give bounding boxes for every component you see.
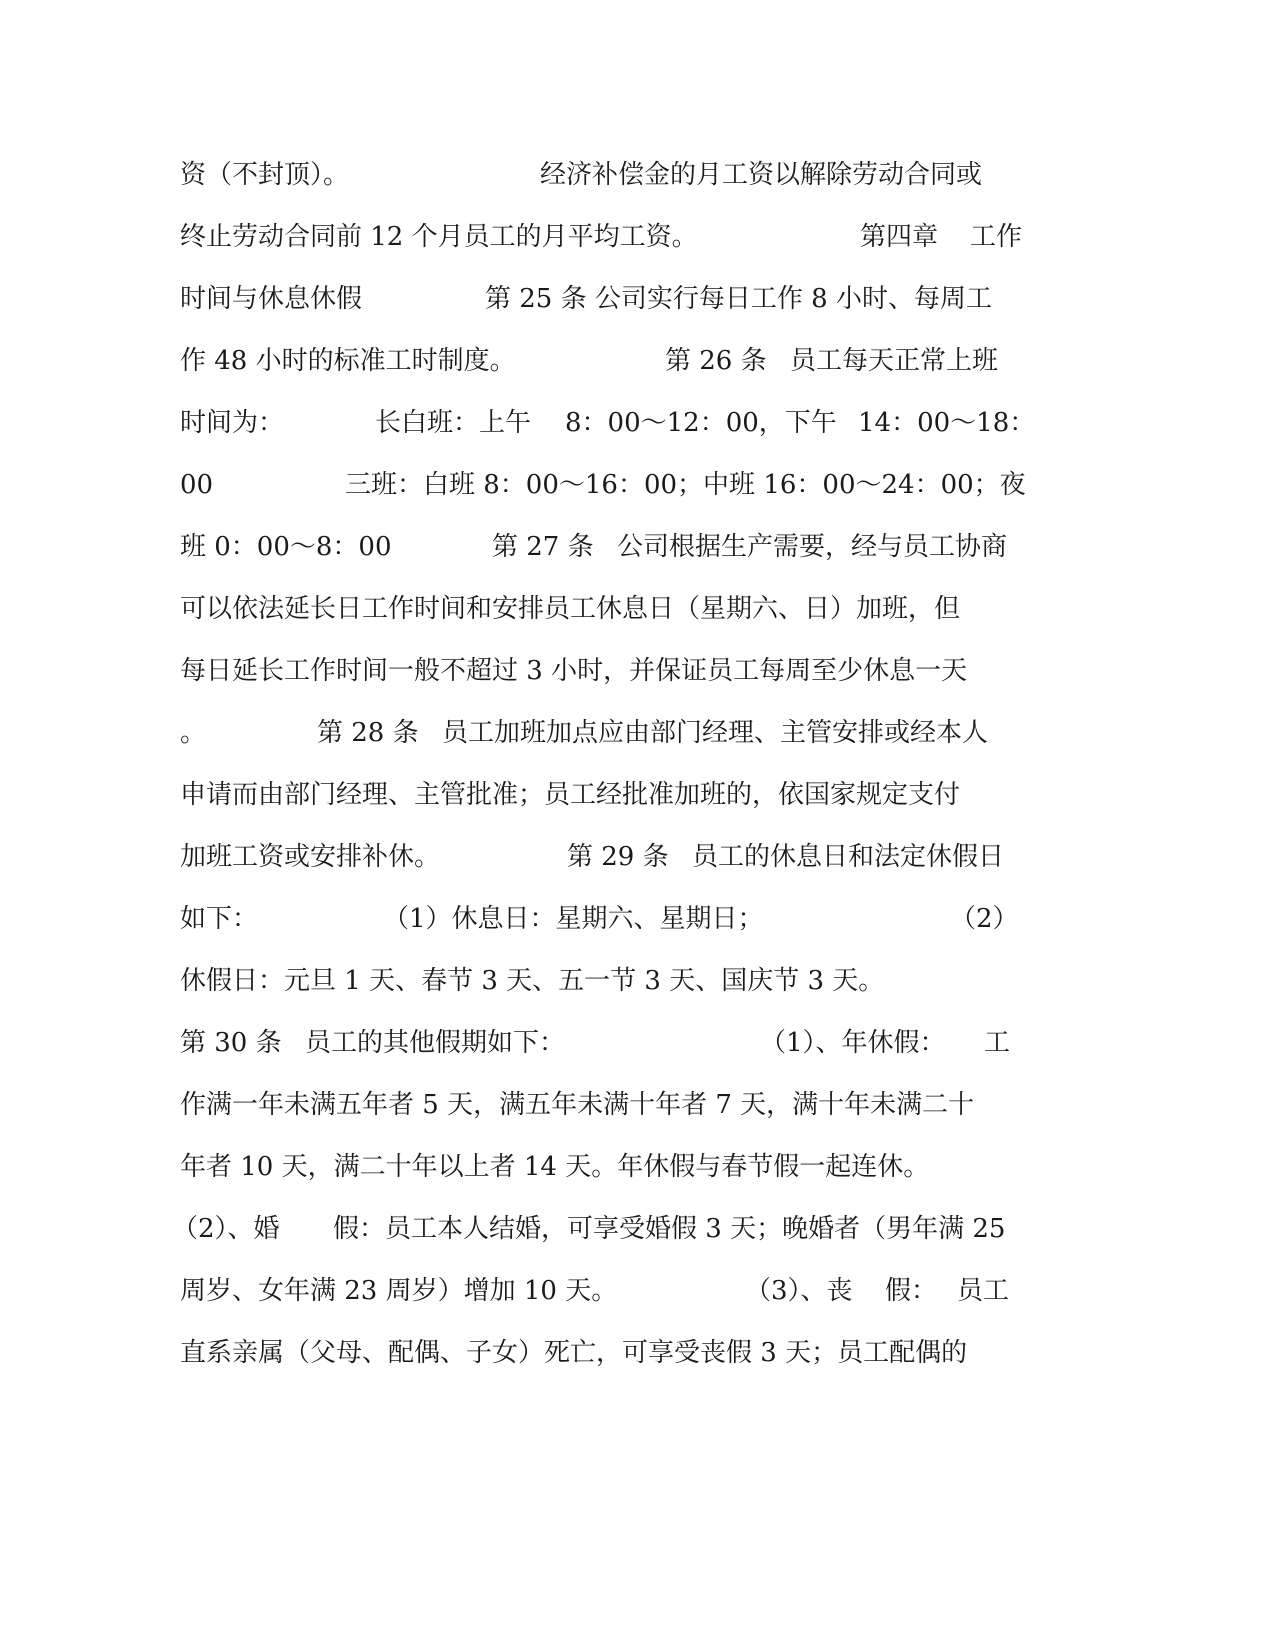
text-line-8 [180,589,1040,629]
text-line-13 [180,899,1040,939]
text-segment: 经济补偿金的月工资以解除劳动合同或 [540,160,983,190]
text-line-5 [180,403,1040,443]
text-line-14 [180,961,1040,1001]
text-segment: （3）、丧 [745,1276,853,1306]
text-segment: （1）休息日：星期六、星期日； [383,904,764,934]
text-line-4 [180,341,1040,381]
text-line-20 [180,1333,1040,1373]
text-line-7 [180,527,1040,567]
text-line-19 [180,1271,1040,1311]
text-segment: 假： [885,1276,938,1306]
text-segment: 作 48 小时的标准工时制度。 [180,346,516,376]
text-segment: （2）、婚 [172,1214,280,1244]
text-segment: 假：员工本人结婚，可享受婚假 3 天；晚婚者（男年满 25 [333,1214,1006,1244]
text-segment: 终止劳动合同前 12 个月员工的月平均工资。 [180,222,698,252]
text-line-18 [172,1209,1040,1249]
text-segment: 第 27 条 [492,532,594,562]
text-line-15 [180,1023,1040,1063]
text-segment: 直系亲属（父母、配偶、子女）死亡，可享受丧假 3 天；员工配偶的 [180,1338,968,1368]
text-segment: 可以依法延长日工作时间和安排员工休息日（星期六、日）加班，但 [180,594,961,624]
text-segment: 第 28 条 [317,718,419,748]
text-segment: 如下： [180,904,259,934]
text-line-6 [180,465,1040,505]
text-segment: 时间与休息休假 [180,284,363,314]
text-segment: 作满一年未满五年者 5 天，满五年未满十年者 7 天，满十年未满二十 [180,1090,975,1120]
text-line-10 [180,713,1040,753]
text-segment: 员工每天正常上班 [790,346,999,376]
text-line-11 [180,775,1040,815]
text-segment: 年者 10 天，满二十年以上者 14 天。年休假与春节假一起连休。 [180,1152,930,1182]
text-segment: 员工 [957,1276,1010,1306]
text-segment: （1）、年休假： [760,1028,946,1058]
text-segment: 员工的其他假期如下： [305,1028,566,1058]
text-segment: 申请而由部门经理、主管批准；员工经批准加班的，依国家规定支付 [180,780,961,810]
text-line-9 [180,651,1040,691]
text-segment: 工 [984,1028,1011,1058]
text-segment: 资（不封顶）。 [180,160,350,190]
text-segment: 8：00～12：00，下午 [565,408,837,438]
text-segment: 工作 [970,222,1023,252]
text-segment: 14：00～18： [858,408,1036,438]
text-segment: 时间为： [180,408,285,438]
text-segment: 员工加班加点应由部门经理、主管安排或经本人 [442,718,989,748]
text-segment: 第 26 条 [665,346,767,376]
text-segment: 班 0：00～8：00 [180,532,392,562]
text-segment: 第四章 [860,222,939,252]
text-segment: 第 29 条 [567,842,669,872]
text-line-17 [180,1147,1040,1187]
text-segment: 。 [180,718,207,748]
text-segment: 三班：白班 8：00～16：00；中班 16：00～24：00；夜 [345,470,1026,500]
text-line-2 [180,217,1040,257]
text-segment: 第 25 条 公司实行每日工作 8 小时、每周工 [485,284,992,314]
text-segment: 休假日：元旦 1 天、春节 3 天、五一节 3 天、国庆节 3 天。 [180,966,885,996]
text-segment: 公司根据生产需要，经与员工协商 [617,532,1008,562]
text-segment: 周岁、女年满 23 周岁）增加 10 天。 [180,1276,618,1306]
text-line-1 [180,155,1040,195]
text-segment: 员工的休息日和法定休假日 [692,842,1005,872]
text-line-16 [180,1085,1040,1125]
text-segment: （2） [950,904,1019,934]
text-segment: 每日延长工作时间一般不超过 3 小时，并保证员工每周至少休息一天 [180,656,968,686]
text-segment: 长白班：上午 [375,408,532,438]
text-segment: 第 30 条 [180,1028,282,1058]
text-segment: 加班工资或安排补休。 [180,842,441,872]
text-segment: 00 [180,470,214,500]
text-line-12 [180,837,1040,877]
text-line-3 [180,279,1040,319]
